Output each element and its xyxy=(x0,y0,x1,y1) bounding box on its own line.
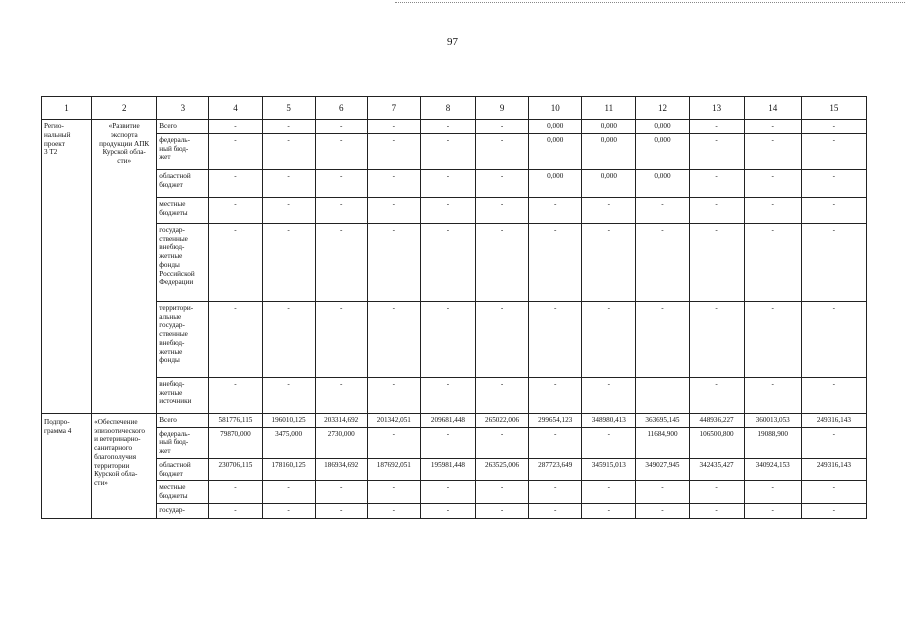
column-header-2: 2 xyxy=(92,97,157,120)
value-cell: - xyxy=(420,427,475,458)
value-cell: - xyxy=(420,504,475,519)
column-header-9: 9 xyxy=(476,97,529,120)
value-cell: - xyxy=(476,301,529,377)
value-cell: - xyxy=(209,504,262,519)
value-cell: - xyxy=(582,377,636,413)
value-cell: 79870,000 xyxy=(209,427,262,458)
table-body xyxy=(42,120,867,519)
value-cell: 342435,427 xyxy=(689,458,744,481)
value-cell: - xyxy=(315,223,367,301)
funding-source: Всего xyxy=(157,413,209,427)
value-cell: 187692,051 xyxy=(367,458,420,481)
funding-source: внебюд- жетные источники xyxy=(157,377,209,413)
value-cell: 0,000 xyxy=(636,133,689,169)
value-cell: - xyxy=(367,504,420,519)
value-cell: 201342,051 xyxy=(367,413,420,427)
value-cell: - xyxy=(420,481,475,504)
table-row xyxy=(42,169,867,197)
value-cell: - xyxy=(367,133,420,169)
value-cell: - xyxy=(582,301,636,377)
value-cell: 348980,413 xyxy=(582,413,636,427)
value-cell: - xyxy=(744,197,801,223)
value-cell: - xyxy=(367,120,420,134)
value-cell: - xyxy=(209,223,262,301)
value-cell: - xyxy=(262,133,315,169)
value-cell: 11684,900 xyxy=(636,427,689,458)
column-header-13: 13 xyxy=(689,97,744,120)
value-cell: - xyxy=(744,301,801,377)
value-cell: - xyxy=(476,223,529,301)
column-header-7: 7 xyxy=(367,97,420,120)
column-header-11: 11 xyxy=(582,97,636,120)
value-cell: - xyxy=(801,133,866,169)
value-cell: - xyxy=(315,377,367,413)
value-cell: - xyxy=(315,169,367,197)
table-row xyxy=(42,377,867,413)
value-cell: - xyxy=(420,197,475,223)
value-cell: 249316,143 xyxy=(801,413,866,427)
value-cell: - xyxy=(582,223,636,301)
value-cell: - xyxy=(744,223,801,301)
value-cell: 340924,153 xyxy=(744,458,801,481)
value-cell: - xyxy=(367,377,420,413)
value-cell: - xyxy=(315,120,367,134)
value-cell: - xyxy=(801,169,866,197)
value-cell: - xyxy=(209,120,262,134)
funding-source: государ- ственные внебюд- жетные фонды Российской Федерации xyxy=(157,223,209,301)
value-cell: 0,000 xyxy=(636,169,689,197)
value-cell: - xyxy=(476,197,529,223)
value-cell: 186934,692 xyxy=(315,458,367,481)
program-title: «Обеспечение эпизоотического и ветеринарно- санитарного благополучия территории Курской обла- сти» xyxy=(92,413,157,518)
funding-source: государ- xyxy=(157,504,209,519)
value-cell: - xyxy=(476,427,529,458)
column-header-4: 4 xyxy=(209,97,262,120)
value-cell: - xyxy=(636,197,689,223)
value-cell: - xyxy=(529,427,582,458)
value-cell: - xyxy=(529,504,582,519)
value-cell: - xyxy=(262,481,315,504)
value-cell: 19088,900 xyxy=(744,427,801,458)
value-cell: 0,000 xyxy=(582,169,636,197)
value-cell: - xyxy=(689,120,744,134)
value-cell: 3475,000 xyxy=(262,427,315,458)
value-cell: - xyxy=(262,120,315,134)
value-cell: - xyxy=(801,301,866,377)
value-cell: 209681,448 xyxy=(420,413,475,427)
value-cell: 195981,448 xyxy=(420,458,475,481)
value-cell: - xyxy=(420,223,475,301)
value-cell: - xyxy=(262,223,315,301)
value-cell: - xyxy=(420,301,475,377)
value-cell: - xyxy=(582,504,636,519)
value-cell: - xyxy=(209,301,262,377)
value-cell: - xyxy=(262,197,315,223)
program-label: Подпро- грамма 4 xyxy=(42,413,92,518)
value-cell: - xyxy=(689,197,744,223)
page-number: 97 xyxy=(447,36,458,48)
value-cell: - xyxy=(529,223,582,301)
value-cell: - xyxy=(744,169,801,197)
value-cell: - xyxy=(209,169,262,197)
value-cell: - xyxy=(801,377,866,413)
value-cell: - xyxy=(315,197,367,223)
value-cell: - xyxy=(529,301,582,377)
value-cell: 0,000 xyxy=(582,133,636,169)
table-row xyxy=(42,458,867,481)
value-cell: - xyxy=(744,377,801,413)
funding-source: областной бюджет xyxy=(157,458,209,481)
value-cell: 0,000 xyxy=(636,120,689,134)
header-row xyxy=(42,97,867,120)
table-row xyxy=(42,481,867,504)
column-header-3: 3 xyxy=(157,97,209,120)
value-cell: 2730,000 xyxy=(315,427,367,458)
value-cell: - xyxy=(801,120,866,134)
value-cell: - xyxy=(801,481,866,504)
value-cell: - xyxy=(689,169,744,197)
value-cell: - xyxy=(801,427,866,458)
value-cell: - xyxy=(262,301,315,377)
value-cell: 360013,053 xyxy=(744,413,801,427)
value-cell: - xyxy=(801,223,866,301)
value-cell: 299654,123 xyxy=(529,413,582,427)
value-cell: - xyxy=(315,504,367,519)
value-cell: - xyxy=(582,427,636,458)
value-cell: - xyxy=(367,301,420,377)
value-cell: - xyxy=(367,481,420,504)
value-cell: - xyxy=(689,223,744,301)
table-row xyxy=(42,504,867,519)
value-cell: - xyxy=(262,504,315,519)
value-cell: 265022,006 xyxy=(476,413,529,427)
funding-source: местные бюджеты xyxy=(157,481,209,504)
funding-source: федераль- ный бюд- жет xyxy=(157,133,209,169)
value-cell: - xyxy=(209,481,262,504)
value-cell: 363695,145 xyxy=(636,413,689,427)
funding-source: территори- альные государ- ственные внебюд- жетные фонды xyxy=(157,301,209,377)
funding-source: областной бюджет xyxy=(157,169,209,197)
value-cell: - xyxy=(209,133,262,169)
value-cell: 249316,143 xyxy=(801,458,866,481)
value-cell xyxy=(636,377,689,413)
value-cell: - xyxy=(420,377,475,413)
value-cell: - xyxy=(636,301,689,377)
value-cell: - xyxy=(420,133,475,169)
column-header-1: 1 xyxy=(42,97,92,120)
value-cell: - xyxy=(476,504,529,519)
table-row xyxy=(42,120,867,134)
value-cell: - xyxy=(744,504,801,519)
value-cell: - xyxy=(744,133,801,169)
value-cell: 0,000 xyxy=(529,133,582,169)
column-header-5: 5 xyxy=(262,97,315,120)
value-cell: - xyxy=(476,120,529,134)
value-cell: - xyxy=(744,120,801,134)
table-row xyxy=(42,427,867,458)
value-cell: - xyxy=(636,223,689,301)
value-cell: 0,000 xyxy=(529,169,582,197)
value-cell: - xyxy=(636,481,689,504)
column-header-15: 15 xyxy=(801,97,866,120)
table-row xyxy=(42,413,867,427)
value-cell: - xyxy=(689,504,744,519)
value-cell: - xyxy=(315,301,367,377)
value-cell: 230706,115 xyxy=(209,458,262,481)
value-cell: - xyxy=(689,481,744,504)
value-cell: - xyxy=(476,133,529,169)
funding-source: Всего xyxy=(157,120,209,134)
value-cell: 0,000 xyxy=(582,120,636,134)
value-cell: - xyxy=(744,481,801,504)
value-cell: 581776,115 xyxy=(209,413,262,427)
value-cell: - xyxy=(689,301,744,377)
value-cell: - xyxy=(315,481,367,504)
value-cell: - xyxy=(367,197,420,223)
value-cell: - xyxy=(476,377,529,413)
value-cell: - xyxy=(801,197,866,223)
value-cell: - xyxy=(582,481,636,504)
column-header-6: 6 xyxy=(315,97,367,120)
value-cell: - xyxy=(476,169,529,197)
value-cell: - xyxy=(420,120,475,134)
program-label: Регио- нальный проект 3 Т2 xyxy=(42,120,92,414)
value-cell: 203314,692 xyxy=(315,413,367,427)
program-title: «Развитие экспорта продукции АПК Курской обла- сти» xyxy=(92,120,157,414)
value-cell: - xyxy=(529,197,582,223)
value-cell: 287723,649 xyxy=(529,458,582,481)
value-cell: 448936,227 xyxy=(689,413,744,427)
value-cell: - xyxy=(367,223,420,301)
column-header-10: 10 xyxy=(529,97,582,120)
table-row xyxy=(42,301,867,377)
table-row xyxy=(42,223,867,301)
value-cell: - xyxy=(689,133,744,169)
value-cell: - xyxy=(689,377,744,413)
value-cell: - xyxy=(476,481,529,504)
table-row xyxy=(42,133,867,169)
value-cell: - xyxy=(420,169,475,197)
column-header-14: 14 xyxy=(744,97,801,120)
column-header-8: 8 xyxy=(420,97,475,120)
value-cell: - xyxy=(262,169,315,197)
table-row xyxy=(42,197,867,223)
budget-table xyxy=(41,96,867,519)
value-cell: - xyxy=(801,504,866,519)
value-cell: - xyxy=(529,481,582,504)
value-cell: 0,000 xyxy=(529,120,582,134)
top-edge-rule xyxy=(395,2,905,3)
value-cell: 178160,125 xyxy=(262,458,315,481)
value-cell: - xyxy=(209,197,262,223)
value-cell: 345915,013 xyxy=(582,458,636,481)
value-cell: 263525,006 xyxy=(476,458,529,481)
funding-source: федераль- ный бюд- жет xyxy=(157,427,209,458)
value-cell: - xyxy=(367,169,420,197)
value-cell: 106500,800 xyxy=(689,427,744,458)
funding-source: местные бюджеты xyxy=(157,197,209,223)
column-header-12: 12 xyxy=(636,97,689,120)
value-cell: - xyxy=(636,504,689,519)
value-cell: - xyxy=(315,133,367,169)
value-cell: 349027,945 xyxy=(636,458,689,481)
value-cell: - xyxy=(262,377,315,413)
value-cell: 196010,125 xyxy=(262,413,315,427)
value-cell: - xyxy=(209,377,262,413)
value-cell: - xyxy=(367,427,420,458)
value-cell: - xyxy=(582,197,636,223)
value-cell: - xyxy=(529,377,582,413)
